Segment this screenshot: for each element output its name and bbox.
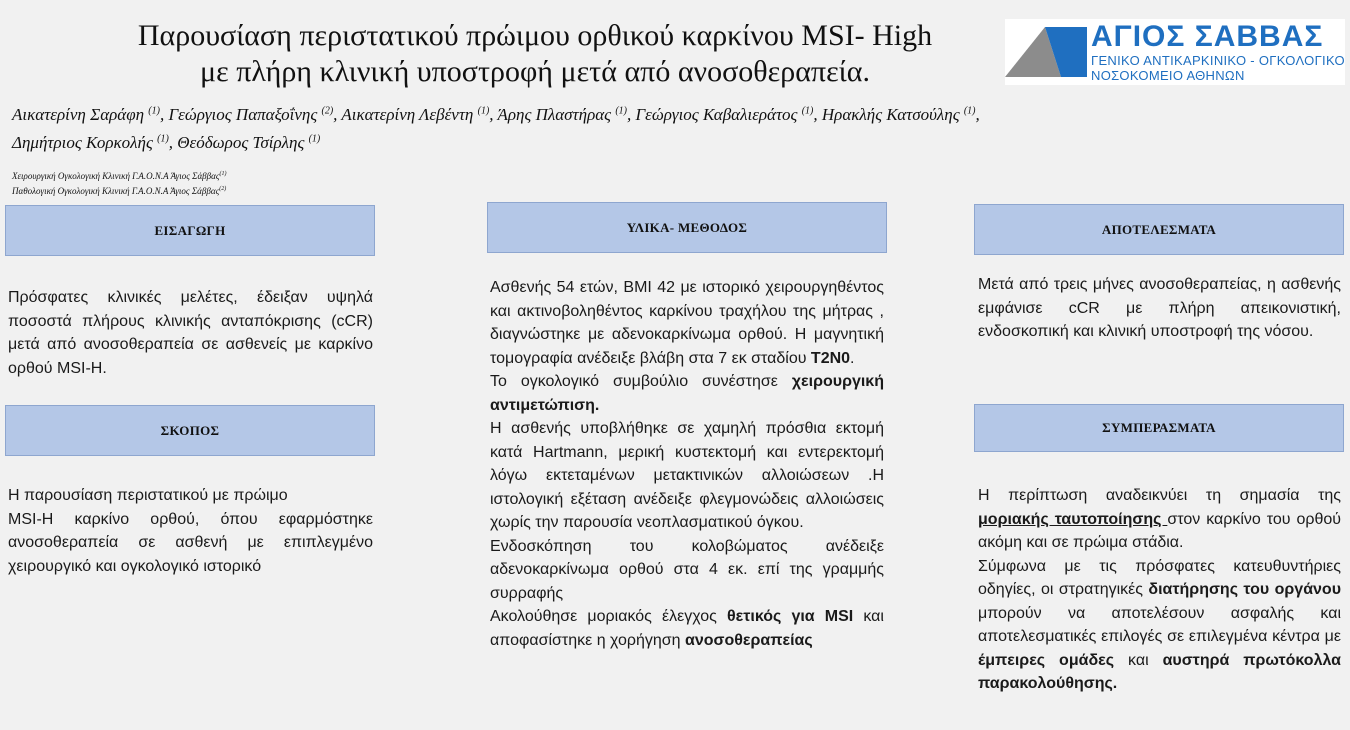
results-header: ΑΠΟΤΕΛΕΣΜΑΤΑ [974, 204, 1344, 255]
affiliation-1: Χειρουργική Ογκολογική Κλινική Γ.Α.Ο.Ν.Α Άγιος Σάββας$^{(1)}$ [12, 171, 227, 181]
conclusions-p2: Σύμφωνα με τις πρόσφατες κατευθυντήριες οδηγίες, οι στρατηγικές διατήρησης του οργάνου μπορούν να αποτελέσουν ασφαλής και αποτελεσματικές επιλογές σε επιλεγμένα κέντρα με έμπειρες ομάδες και αυστηρά πρωτόκολλα παρακολούθησης. [978, 557, 1342, 692]
methods-p3: Η ασθενής υποβλήθηκε σε χαμηλή πρόσθια εκτομή κατά Hartmann, μερική κυστεκτομή και εντερεκτομή λόγω εκτεταμένων μετακτινικών αλλοιώσεων .Η ιστολογική εξέταση ανέδειξε φλεγμονώδεις αλλοιώσεις χωρίς την παρουσία νεοπλασματικού όγκου. [490, 420, 884, 531]
title-line-1: Παρουσίαση περιστατικού πρώιμου ορθικού καρκίνου MSI- High [137, 19, 933, 52]
intro-text: Πρόσφατες κλινικές μελέτες, έδειξαν υψηλά ποσοστά πλήρους κλινικής ανταπόκρισης (cCR) μετά από ανοσοθεραπεία σε ασθενείς με καρκίνο ορθού MSI-H. [8, 289, 373, 377]
conclusions-text [978, 484, 1341, 696]
author: Δημήτριος Κορκολής $^{(1)}$, [12, 133, 178, 153]
affiliation-2: Παθολογική Ογκολογική Κλινική Γ.Α.Ο.Ν.Α Άγιος Σάββας$^{(2)}$ [12, 186, 227, 196]
conclusions-p1: Η περίπτωση αναδεικνύει τη σημασία της μοριακής ταυτοποίησης στον καρκίνο του ορθού ακόμη και σε πρώιμα στάδια. [978, 487, 1341, 551]
methods-p4: Ενδοσκόπηση του κολοβώματος ανέδειξε αδενοκαρκίνωμα ορθού στα 4 εκ. επί της γραμμής συρραφής [490, 537, 884, 602]
logo-text [1091, 21, 1345, 83]
author: Άρης Πλαστήρας $^{(1)}$, [497, 104, 636, 124]
author: Γεώργιος Παπαξοΐνης $^{(2)}$, [168, 104, 342, 124]
author: Γεώργιος Καβαλιεράτος $^{(1)}$, [635, 104, 822, 124]
intro-header: ΕΙΣΑΓΩΓΗ [5, 205, 375, 256]
logo-subtitle-2: ΝΟΣΟΚΟΜΕΙΟ ΑΘΗΝΩΝ [1091, 68, 1245, 83]
aim-text [8, 484, 373, 578]
aim-rest: MSI-H καρκίνο ορθού, όπου εφαρμόστηκε ανοσοθεραπεία σε ασθενή με επιπλεγμένο χειρουργικό και ογκολογικό ιστορικό [8, 510, 373, 575]
logo-subtitle-1: ΓΕΝΙΚΟ ΑΝΤΙΚΑΡΚΙΝΙΚΟ - ΟΓΚΟΛΟΓΙΚΟ [1091, 53, 1345, 68]
aim-header: ΣΚΟΠΟΣ [5, 405, 375, 456]
author: Αικατερίνη Σαράφη $^{(1)}$, [12, 104, 169, 124]
logo-triangle-icon [1005, 19, 1091, 85]
author: Αικατερίνη Λεβέντη $^{(1)}$, [341, 104, 498, 124]
author: Ηρακλής Κατσούλης $^{(1)}$, [821, 104, 980, 124]
hospital-logo [1005, 19, 1345, 85]
author-list [12, 98, 1332, 155]
title-line-2: με πλήρη κλινική υποστροφή μετά από ανοσοθεραπεία. [200, 55, 870, 88]
poster-title [60, 18, 1010, 90]
methods-p1: Ασθενής 54 ετών, BMI 42 με ιστορικό χειρουργηθέντος και ακτινοβοληθέντος καρκίνου τραχήλου της μήτρας , διαγνώστηκε με αδενοκαρκίνωμα ορθού. Η μαγνητική τομογραφία ανέδειξε βλάβη στα 7 εκ σταδίου T2N0. [490, 279, 884, 367]
results-text: Μετά από τρεις μήνες ανοσοθεραπείας, η ασθενής εμφάνισε cCR με πλήρη απεικονιστική, ενδοσκοπική και κλινική υποστροφή της νόσου. [978, 276, 1341, 340]
methods-p5: Ακολούθησε μοριακός έλεγχος θετικός για MSI και αποφασίστηκε η χορήγηση ανοσοθεραπείας [490, 608, 884, 649]
conclusions-header: ΣΥΜΠΕΡΑΣΜΑΤΑ [974, 404, 1344, 452]
aim-line-1: Η παρουσίαση περιστατικού με πρώιμο [8, 487, 288, 504]
logo-name: ΑΓΙΟΣ ΣΑΒΒΑΣ [1091, 20, 1324, 53]
author: Θεόδωρος Τσίρλης $^{(1)}$ [177, 133, 321, 153]
affiliations [12, 168, 612, 198]
methods-header: ΥΛΙΚΑ- ΜΕΘΟΔΟΣ [487, 202, 887, 253]
methods-text [490, 276, 884, 652]
methods-p2: Το ογκολογικό συμβούλιο συνέστησε χειρουργική αντιμετώπιση. [490, 373, 884, 414]
